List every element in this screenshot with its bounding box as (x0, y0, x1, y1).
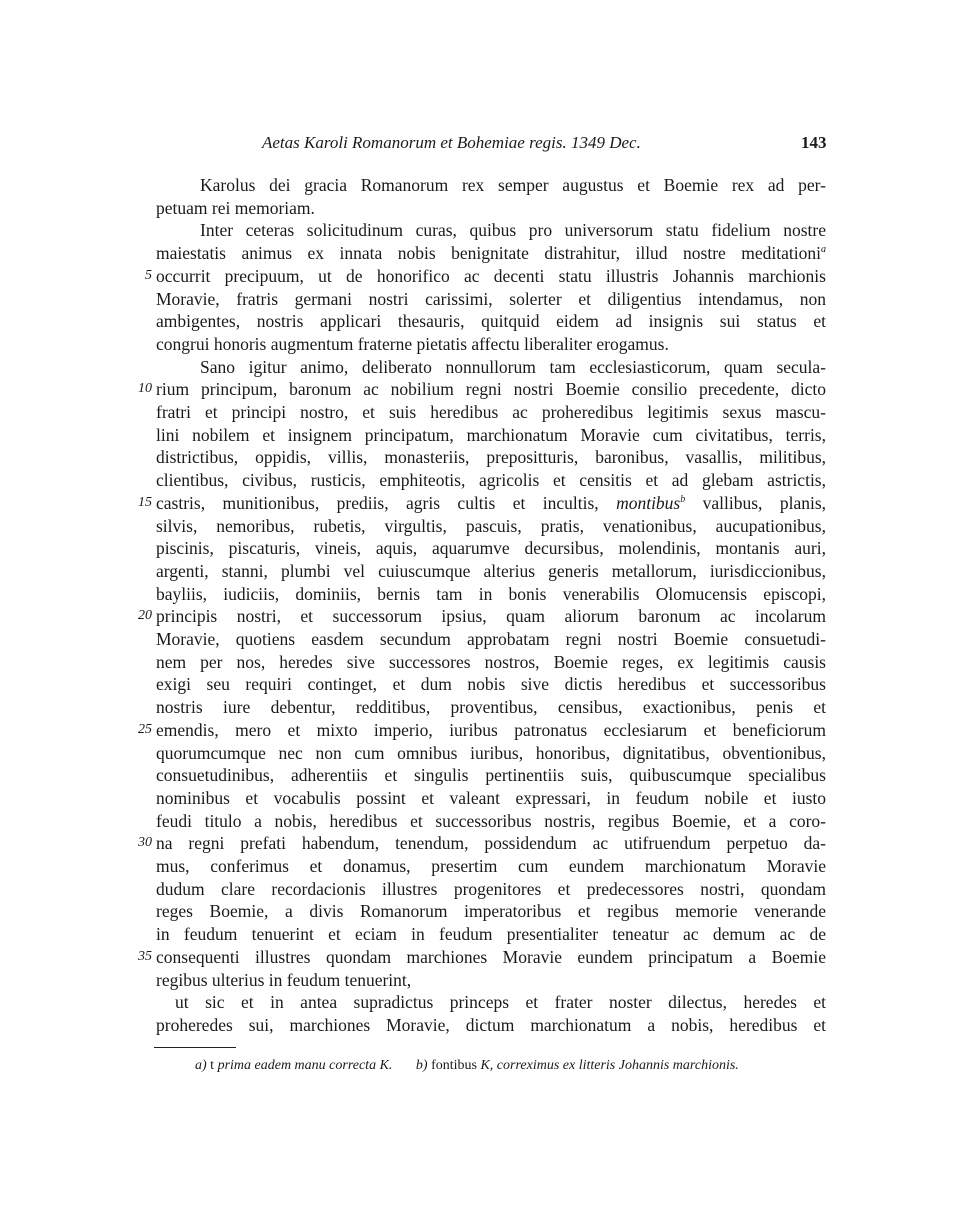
line-number: 10 (138, 381, 152, 397)
line-text: emendis, mero et mixto imperio, iuribus patronatus ecclesiarum et beneficiorum (156, 719, 826, 740)
line-text: argenti, stanni, plumbi vel cuiuscumque alterius generis metallorum, iurisdiccionibus, (156, 560, 826, 581)
text-line (156, 742, 826, 765)
text-line (156, 560, 826, 583)
line-text: Moravie, quotiens easdem secundum approbatam regni nostri Boemie consuetudi- (156, 629, 826, 649)
footnote-a-plain: t (210, 1058, 215, 1073)
running-title: Aetas Karoli Romanorum et Bohemiae regis. 1349 Dec. (262, 133, 641, 152)
text-line (156, 810, 826, 833)
line-number: 35 (138, 948, 152, 964)
line-text: ut sic et in antea supradictus princeps et frater noster dilectus, heredes et (175, 992, 826, 1013)
text-line (156, 242, 826, 265)
line-text: na regni prefati habendum, tenendum, possidendum ac utifruendum perpetuo da- (156, 833, 826, 854)
line-text: silvis, nemoribus, rubetis, virgultis, pascuis, pratis, venationibus, aucupationibus, (156, 515, 826, 536)
line-text: Moravie, fratris germani nostri carissimi, solerter et diligentius intendamus, non (156, 288, 826, 309)
line-text: piscinis, piscaturis, vineis, aquis, aquarumve decursibus, molendinis, montanis auri, (156, 538, 826, 559)
footnote-a-mark: a) (195, 1058, 207, 1073)
text-line (156, 878, 826, 901)
line-text: Sano igitur animo, deliberato nonnullorum tam ecclesiasticorum, quam secula- (200, 356, 826, 377)
text-line (156, 310, 826, 333)
line-number: 5 (145, 267, 152, 283)
text-line (156, 401, 826, 424)
text-line (156, 288, 826, 311)
footnote-a-text: prima eadem manu correcta K. (217, 1058, 393, 1073)
line-text: proheredes sui, marchiones Moravie, dictum marchionatum a nobis, heredibus et (156, 1014, 826, 1035)
text-line (156, 446, 826, 469)
line-text: petuam rei memoriam. (156, 197, 315, 218)
text-line (156, 946, 826, 969)
text-line (156, 424, 826, 447)
text-line (156, 333, 669, 356)
line-text: nostris iure debentur, redditibus, proventibus, censibus, exactionibus, penis et (156, 697, 826, 718)
line-text-rest: vallibus, planis, (685, 492, 827, 513)
text-line (156, 1014, 826, 1037)
page-number: 143 (801, 133, 827, 152)
footnote-rule (154, 1047, 236, 1048)
line-text: Karolus dei gracia Romanorum rex semper augustus et Boemie rex ad per- (200, 175, 826, 195)
text-line (156, 900, 826, 923)
text-line (156, 583, 826, 606)
page-header (0, 133, 960, 157)
text-line (156, 492, 826, 515)
line-text: principis nostri, et successorum ipsius, quam aliorum baronum ac incolarum (156, 606, 826, 627)
text-line (156, 832, 826, 855)
line-text: clientibus, civibus, rusticis, emphiteotis, agricolis et censitis et ad glebam astrictis, (156, 470, 826, 491)
line-text: congrui honoris augmentum fraterne pietatis affectu liberaliter erogamus. (156, 333, 669, 354)
line-text: dudum clare recordacionis illustres progenitores et predecessores nostri, quondam (156, 878, 826, 899)
footnote-b (416, 1058, 739, 1073)
line-text: Inter ceteras solicitudinum curas, quibus pro universorum statu fidelium nostre (200, 220, 826, 241)
text-line (156, 764, 826, 787)
text-line (156, 855, 826, 878)
text-line (156, 515, 826, 538)
text-line (156, 537, 826, 560)
line-text: occurrit precipuum, ut de honorifico ac decenti statu illustris Johannis marchionis (156, 265, 826, 286)
text-line (156, 696, 826, 719)
line-text: exigi seu requiri continget, et dum nobis sive dictis heredibus et successoribus (156, 674, 826, 695)
footnote-b-mark: b) (415, 1058, 428, 1073)
line-text: lini nobilem et insignem principatum, marchionatum Moravie cum civitatibus, terris, (156, 424, 826, 445)
text-line (156, 673, 826, 696)
line-text: reges Boemie, a divis Romanorum imperatoribus et regibus memorie venerande (156, 901, 826, 922)
line-text: regibus ulterius in feudum tenuerint, (156, 969, 412, 990)
footnote-marker: a (821, 244, 826, 256)
text-line (156, 197, 315, 220)
text-line (200, 356, 826, 379)
line-text: consequenti illustres quondam marchiones Moravie eundem principatum a Boemie (156, 946, 826, 967)
line-text: in feudum tenuerint et eciam in feudum presentialiter teneatur ac demum ac de (156, 924, 826, 945)
text-line (156, 265, 826, 288)
text-line (156, 787, 826, 810)
text-line (175, 991, 826, 1014)
line-italic-text: montibus (616, 492, 681, 513)
footnote-a (195, 1058, 396, 1073)
text-line (156, 923, 826, 946)
line-text: fratri et principi nostro, et suis heredibus ac proheredibus legitimis sexus mascu- (156, 402, 826, 422)
text-line (156, 605, 826, 628)
line-text: castris, munitionibus, prediis, agris cultis et incultis, (156, 492, 617, 513)
line-text: mus, conferimus et donamus, presertim cum eundem marchionatum Moravie (156, 856, 826, 876)
line-text: nominibus et vocabulis possint et valeant expressari, in feudum nobile et iusto (156, 787, 826, 808)
line-text: ambigentes, nostris applicari thesauris, quitquid eidem ad insignis sui status et (156, 311, 826, 332)
text-line (200, 174, 826, 197)
text-line (156, 469, 826, 492)
footnote-marker: b (680, 493, 686, 505)
line-text: nem per nos, heredes sive successores nostros, Boemie reges, ex legitimis causis (156, 651, 826, 672)
line-text: maiestatis animus ex innata nobis benignitate distrahitur, illud nostre meditationi (156, 243, 821, 264)
footnote-b-plain: fontibus (431, 1058, 477, 1073)
line-text: feudi titulo a nobis, heredibus et successoribus nostris, regibus Boemie, et a coro- (156, 810, 826, 831)
line-text: rium principum, baronum ac nobilium regni nostri Boemie consilio precedente, dicto (156, 379, 826, 400)
text-line (200, 219, 826, 242)
line-number: 15 (138, 494, 152, 510)
text-line (156, 628, 826, 651)
line-number: 30 (138, 835, 152, 851)
text-line (156, 719, 826, 742)
line-text: bayliis, iudiciis, dominiis, bernis tam in bonis venerabilis Olomucensis episcopi, (156, 583, 826, 604)
line-number: 25 (138, 721, 152, 737)
text-line (156, 378, 826, 401)
line-text: consuetudinibus, adherentiis et singulis pertinentiis suis, quibuscumque specialibus (156, 765, 826, 786)
footnotes (195, 1058, 739, 1074)
line-text: districtibus, oppidis, villis, monasteriis, prepositturis, baronibus, vasallis, militibus, (156, 447, 826, 468)
line-number: 20 (138, 608, 152, 624)
line-text: quorumcumque nec non cum omnibus iuribus, honoribus, dignitatibus, obventionibus, (156, 742, 826, 763)
text-line (156, 969, 411, 992)
footnote-b-text: K, correximus ex litteris Johannis marchionis. (480, 1058, 739, 1073)
text-line (156, 651, 826, 674)
